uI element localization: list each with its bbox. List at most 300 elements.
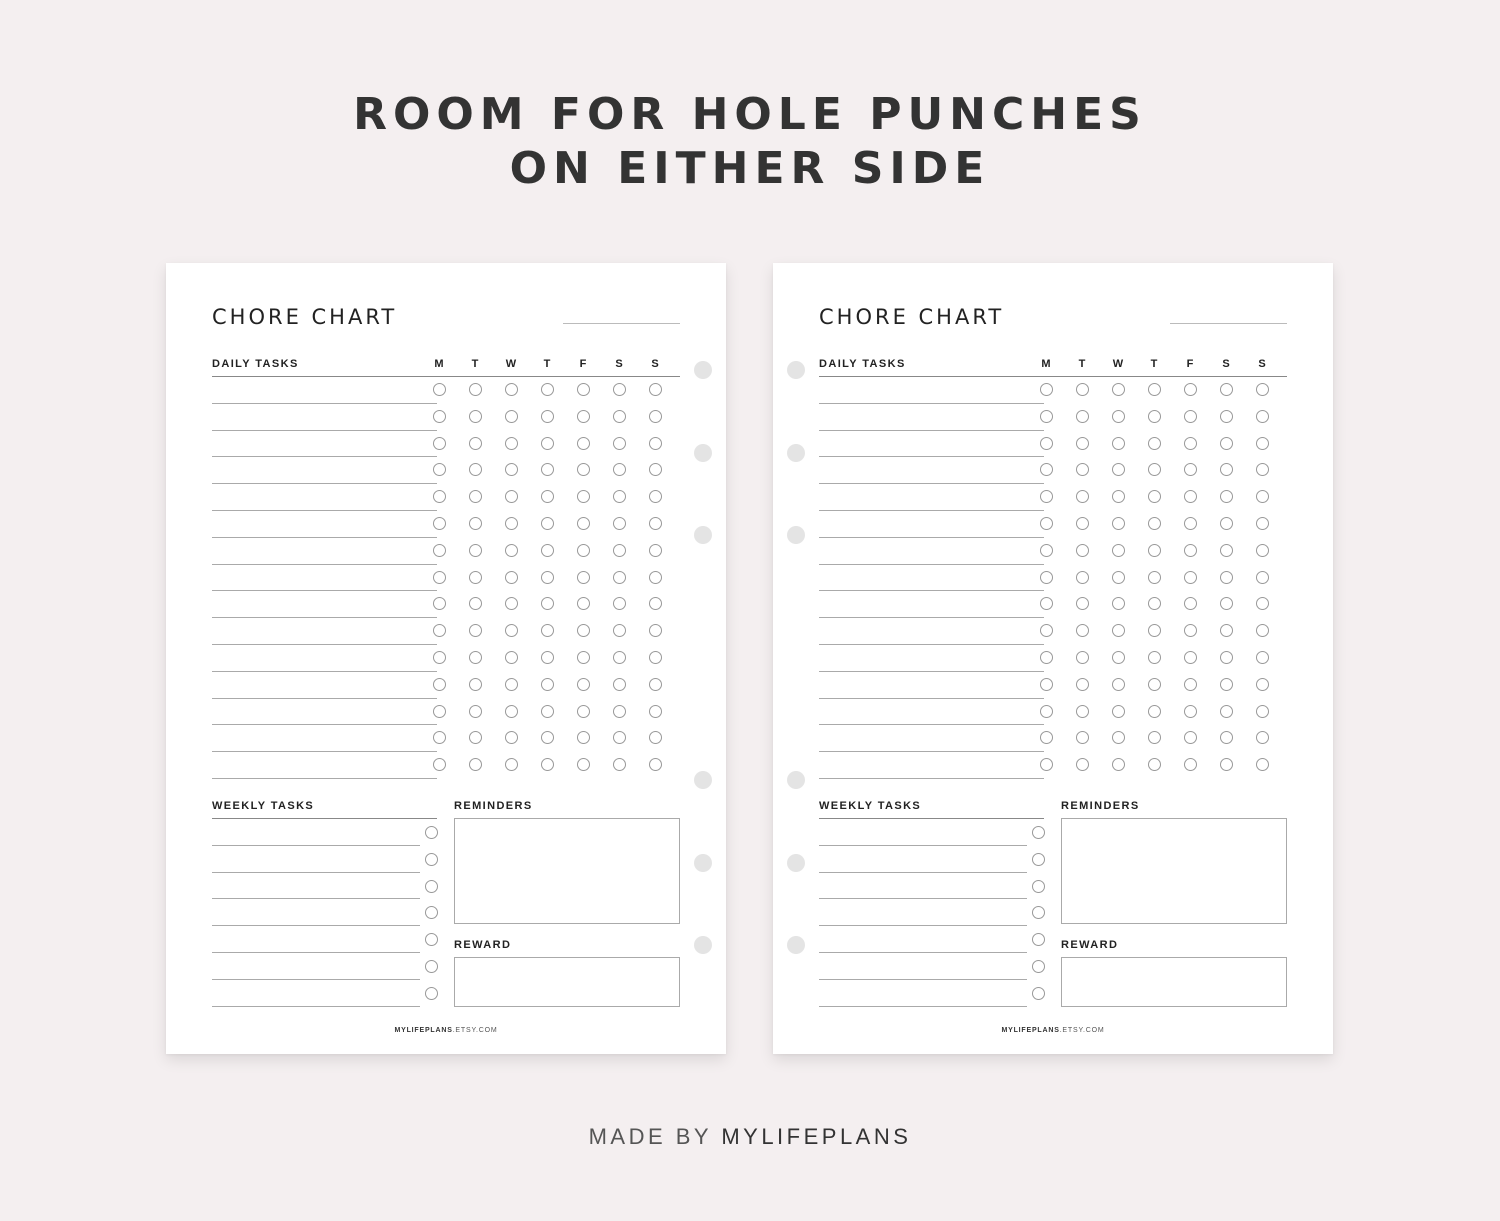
- daily-checkbox[interactable]: [505, 705, 518, 718]
- hole-punch-icon: [787, 936, 805, 954]
- daily-checkbox[interactable]: [541, 597, 554, 610]
- daily-checkbox[interactable]: [613, 410, 626, 423]
- daily-checkbox[interactable]: [469, 383, 482, 396]
- daily-checkbox[interactable]: [1112, 758, 1125, 771]
- daily-checkbox[interactable]: [1220, 758, 1233, 771]
- daily-task-line[interactable]: [212, 617, 437, 618]
- daily-checkbox[interactable]: [1076, 517, 1089, 530]
- daily-checkbox[interactable]: [1184, 731, 1197, 744]
- daily-checkbox[interactable]: [1148, 651, 1161, 664]
- weekly-checkbox[interactable]: [425, 933, 438, 946]
- daily-checkbox[interactable]: [505, 571, 518, 584]
- daily-checkbox[interactable]: [1040, 463, 1053, 476]
- daily-checkbox[interactable]: [1220, 624, 1233, 637]
- daily-checkbox[interactable]: [1112, 651, 1125, 664]
- daily-checkbox[interactable]: [1256, 410, 1269, 423]
- daily-checkbox[interactable]: [1040, 383, 1053, 396]
- weekly-checkbox[interactable]: [1032, 853, 1045, 866]
- daily-checkbox[interactable]: [577, 624, 590, 637]
- daily-checkbox[interactable]: [469, 490, 482, 503]
- daily-task-line[interactable]: [819, 698, 1044, 699]
- daily-checkbox[interactable]: [433, 731, 446, 744]
- headline-line-1: ROOM FOR HOLE PUNCHES: [353, 89, 1147, 140]
- weekly-checkbox[interactable]: [1032, 960, 1045, 973]
- daily-task-line[interactable]: [819, 564, 1044, 565]
- daily-checkbox[interactable]: [1076, 651, 1089, 664]
- weekly-task-line[interactable]: [819, 979, 1027, 980]
- daily-checkbox[interactable]: [577, 758, 590, 771]
- daily-checkbox[interactable]: [649, 758, 662, 771]
- hole-punch-icon: [694, 854, 712, 872]
- daily-checkbox[interactable]: [1148, 571, 1161, 584]
- footer-prefix: MADE BY: [588, 1124, 722, 1149]
- daily-checkbox[interactable]: [469, 597, 482, 610]
- daily-task-line[interactable]: [212, 430, 437, 431]
- daily-task-line[interactable]: [819, 537, 1044, 538]
- daily-task-line[interactable]: [819, 456, 1044, 457]
- daily-checkbox[interactable]: [1256, 437, 1269, 450]
- daily-task-line[interactable]: [212, 456, 437, 457]
- page-url: [773, 1027, 1333, 1034]
- daily-checkbox[interactable]: [1184, 410, 1197, 423]
- daily-checkbox[interactable]: [1220, 544, 1233, 557]
- daily-task-line[interactable]: [212, 698, 437, 699]
- weekly-task-line[interactable]: [212, 952, 420, 953]
- daily-checkbox[interactable]: [433, 383, 446, 396]
- daily-checkbox[interactable]: [1220, 437, 1233, 450]
- daily-checkbox[interactable]: [613, 705, 626, 718]
- weekly-checkbox[interactable]: [1032, 906, 1045, 919]
- daily-checkbox[interactable]: [541, 490, 554, 503]
- daily-checkbox[interactable]: [649, 571, 662, 584]
- daily-checkbox[interactable]: [649, 490, 662, 503]
- daily-checkbox[interactable]: [1040, 597, 1053, 610]
- weekly-checkbox[interactable]: [425, 906, 438, 919]
- daily-checkbox[interactable]: [469, 651, 482, 664]
- url-domain: .ETSY.COM: [452, 1027, 498, 1034]
- daily-checkbox[interactable]: [1076, 705, 1089, 718]
- daily-checkbox[interactable]: [1076, 383, 1089, 396]
- daily-checkbox[interactable]: [1040, 410, 1053, 423]
- reminders-box[interactable]: [454, 818, 680, 924]
- daily-checkbox[interactable]: [469, 437, 482, 450]
- daily-task-line[interactable]: [819, 403, 1044, 404]
- daily-checkbox[interactable]: [505, 383, 518, 396]
- daily-checkbox[interactable]: [505, 410, 518, 423]
- daily-checkbox[interactable]: [1220, 651, 1233, 664]
- daily-checkbox[interactable]: [469, 678, 482, 691]
- daily-checkbox[interactable]: [613, 571, 626, 584]
- daily-checkbox[interactable]: [1112, 678, 1125, 691]
- daily-checkbox[interactable]: [1184, 544, 1197, 557]
- daily-checkbox[interactable]: [649, 463, 662, 476]
- weekly-task-line[interactable]: [212, 925, 420, 926]
- daily-checkbox[interactable]: [1256, 544, 1269, 557]
- name-line[interactable]: [1170, 323, 1287, 324]
- daily-checkbox[interactable]: [1076, 571, 1089, 584]
- daily-checkbox[interactable]: [649, 437, 662, 450]
- daily-checkbox[interactable]: [433, 490, 446, 503]
- weekly-task-line[interactable]: [819, 872, 1027, 873]
- daily-checkbox[interactable]: [1148, 758, 1161, 771]
- daily-checkbox[interactable]: [469, 624, 482, 637]
- reward-box[interactable]: [454, 957, 680, 1007]
- daily-task-line[interactable]: [819, 751, 1044, 752]
- day-header: F: [579, 358, 587, 370]
- daily-checkbox[interactable]: [649, 678, 662, 691]
- weekly-checkbox[interactable]: [425, 987, 438, 1000]
- daily-checkbox[interactable]: [1256, 651, 1269, 664]
- daily-checkbox[interactable]: [541, 544, 554, 557]
- day-header: W: [1112, 358, 1124, 370]
- daily-checkbox[interactable]: [1256, 517, 1269, 530]
- daily-checkbox[interactable]: [649, 544, 662, 557]
- daily-checkbox[interactable]: [1148, 410, 1161, 423]
- daily-checkbox[interactable]: [1076, 490, 1089, 503]
- daily-checkbox[interactable]: [505, 758, 518, 771]
- daily-checkbox[interactable]: [433, 571, 446, 584]
- daily-checkbox[interactable]: [1148, 463, 1161, 476]
- daily-checkbox[interactable]: [433, 624, 446, 637]
- daily-checkbox[interactable]: [577, 490, 590, 503]
- daily-checkbox[interactable]: [1112, 624, 1125, 637]
- day-header: T: [1150, 358, 1158, 370]
- daily-checkbox[interactable]: [1148, 678, 1161, 691]
- daily-checkbox[interactable]: [433, 517, 446, 530]
- day-header: M: [434, 358, 444, 370]
- daily-checkbox[interactable]: [1112, 463, 1125, 476]
- daily-checkbox[interactable]: [541, 705, 554, 718]
- daily-checkbox[interactable]: [1112, 571, 1125, 584]
- daily-task-line[interactable]: [212, 671, 437, 672]
- daily-checkbox[interactable]: [577, 678, 590, 691]
- daily-checkbox[interactable]: [649, 731, 662, 744]
- weekly-checkbox[interactable]: [1032, 826, 1045, 839]
- daily-checkbox[interactable]: [469, 517, 482, 530]
- day-header: S: [615, 358, 623, 370]
- weekly-task-line[interactable]: [819, 898, 1027, 899]
- daily-checkbox[interactable]: [577, 517, 590, 530]
- daily-checkbox[interactable]: [1220, 517, 1233, 530]
- daily-task-line[interactable]: [212, 751, 437, 752]
- daily-checkbox[interactable]: [1184, 597, 1197, 610]
- daily-checkbox[interactable]: [577, 463, 590, 476]
- daily-checkbox[interactable]: [1040, 731, 1053, 744]
- weekly-task-line[interactable]: [212, 898, 420, 899]
- daily-task-line[interactable]: [212, 778, 437, 779]
- daily-task-line[interactable]: [212, 510, 437, 511]
- daily-checkbox[interactable]: [1148, 490, 1161, 503]
- daily-checkbox[interactable]: [649, 410, 662, 423]
- daily-checkbox[interactable]: [1076, 597, 1089, 610]
- daily-checkbox[interactable]: [1184, 463, 1197, 476]
- daily-checkbox[interactable]: [1148, 517, 1161, 530]
- daily-checkbox[interactable]: [613, 678, 626, 691]
- daily-checkbox[interactable]: [1112, 544, 1125, 557]
- daily-task-line[interactable]: [819, 778, 1044, 779]
- daily-checkbox[interactable]: [1256, 731, 1269, 744]
- daily-checkbox[interactable]: [505, 463, 518, 476]
- footer-credit: [0, 1124, 1500, 1150]
- weekly-task-line[interactable]: [212, 872, 420, 873]
- daily-checkbox[interactable]: [1220, 731, 1233, 744]
- daily-checkbox[interactable]: [1076, 463, 1089, 476]
- daily-checkbox[interactable]: [1148, 437, 1161, 450]
- weekly-checkbox[interactable]: [425, 826, 438, 839]
- name-line[interactable]: [563, 323, 680, 324]
- daily-checkbox[interactable]: [613, 731, 626, 744]
- daily-checkbox[interactable]: [1184, 490, 1197, 503]
- daily-checkbox[interactable]: [1112, 731, 1125, 744]
- daily-task-line[interactable]: [819, 430, 1044, 431]
- daily-checkbox[interactable]: [469, 705, 482, 718]
- daily-checkbox[interactable]: [1220, 410, 1233, 423]
- daily-checkbox[interactable]: [1148, 383, 1161, 396]
- daily-checkbox[interactable]: [1148, 597, 1161, 610]
- daily-checkbox[interactable]: [1220, 463, 1233, 476]
- daily-checkbox[interactable]: [577, 383, 590, 396]
- daily-checkbox[interactable]: [1256, 463, 1269, 476]
- daily-task-line[interactable]: [212, 483, 437, 484]
- daily-checkbox[interactable]: [649, 517, 662, 530]
- daily-checkbox[interactable]: [613, 624, 626, 637]
- daily-checkbox[interactable]: [433, 597, 446, 610]
- daily-checkbox[interactable]: [577, 597, 590, 610]
- daily-checkbox[interactable]: [541, 383, 554, 396]
- daily-checkbox[interactable]: [1076, 624, 1089, 637]
- daily-checkbox[interactable]: [613, 544, 626, 557]
- daily-checkbox[interactable]: [613, 437, 626, 450]
- daily-task-line[interactable]: [212, 403, 437, 404]
- daily-checkbox[interactable]: [649, 705, 662, 718]
- daily-checkbox[interactable]: [1184, 651, 1197, 664]
- daily-checkbox[interactable]: [1148, 705, 1161, 718]
- reminders-box[interactable]: [1061, 818, 1287, 924]
- daily-task-line[interactable]: [212, 590, 437, 591]
- daily-checkbox[interactable]: [505, 651, 518, 664]
- daily-checkbox[interactable]: [1184, 571, 1197, 584]
- daily-checkbox[interactable]: [433, 758, 446, 771]
- page-right-punched: [166, 263, 726, 1054]
- weekly-task-line[interactable]: [819, 925, 1027, 926]
- daily-checkbox[interactable]: [505, 624, 518, 637]
- daily-checkbox[interactable]: [505, 437, 518, 450]
- daily-checkbox[interactable]: [1040, 571, 1053, 584]
- page-left-punched: [773, 263, 1333, 1054]
- daily-checkbox[interactable]: [505, 517, 518, 530]
- page-title: CHORE CHART: [212, 305, 398, 329]
- daily-checkbox[interactable]: [1148, 731, 1161, 744]
- daily-checkbox[interactable]: [541, 651, 554, 664]
- daily-checkbox[interactable]: [577, 651, 590, 664]
- weekly-task-line[interactable]: [212, 979, 420, 980]
- weekly-checkbox[interactable]: [425, 880, 438, 893]
- daily-checkbox[interactable]: [1256, 490, 1269, 503]
- daily-checkbox[interactable]: [469, 463, 482, 476]
- daily-checkbox[interactable]: [469, 758, 482, 771]
- daily-checkbox[interactable]: [1112, 410, 1125, 423]
- daily-checkbox[interactable]: [1148, 624, 1161, 637]
- daily-checkbox[interactable]: [1220, 383, 1233, 396]
- daily-checkbox[interactable]: [577, 705, 590, 718]
- daily-checkbox[interactable]: [1076, 544, 1089, 557]
- daily-checkbox[interactable]: [469, 571, 482, 584]
- hole-punch-icon: [787, 526, 805, 544]
- daily-checkbox[interactable]: [1076, 731, 1089, 744]
- weekly-checkbox[interactable]: [1032, 933, 1045, 946]
- reward-label: REWARD: [1061, 939, 1119, 951]
- daily-checkbox[interactable]: [433, 678, 446, 691]
- daily-checkbox[interactable]: [433, 463, 446, 476]
- weekly-task-line[interactable]: [819, 1006, 1027, 1007]
- daily-checkbox[interactable]: [1220, 490, 1233, 503]
- daily-checkbox[interactable]: [1112, 383, 1125, 396]
- daily-checkbox[interactable]: [1256, 597, 1269, 610]
- daily-checkbox[interactable]: [1184, 437, 1197, 450]
- daily-checkbox[interactable]: [469, 544, 482, 557]
- daily-task-line[interactable]: [819, 617, 1044, 618]
- weekly-checkbox[interactable]: [425, 960, 438, 973]
- daily-checkbox[interactable]: [433, 651, 446, 664]
- hole-punch-icon: [694, 444, 712, 462]
- hole-punch-icon: [694, 361, 712, 379]
- daily-checkbox[interactable]: [1112, 597, 1125, 610]
- daily-checkbox[interactable]: [1256, 624, 1269, 637]
- daily-task-line[interactable]: [212, 644, 437, 645]
- daily-checkbox[interactable]: [1112, 437, 1125, 450]
- daily-checkbox[interactable]: [541, 758, 554, 771]
- daily-checkbox[interactable]: [577, 437, 590, 450]
- daily-checkbox[interactable]: [1220, 571, 1233, 584]
- daily-checkbox[interactable]: [577, 410, 590, 423]
- daily-checkbox[interactable]: [541, 678, 554, 691]
- day-header: F: [1186, 358, 1194, 370]
- daily-checkbox[interactable]: [649, 597, 662, 610]
- daily-checkbox[interactable]: [1220, 705, 1233, 718]
- daily-checkbox[interactable]: [1184, 624, 1197, 637]
- daily-checkbox[interactable]: [649, 624, 662, 637]
- daily-checkbox[interactable]: [1112, 517, 1125, 530]
- daily-checkbox[interactable]: [541, 463, 554, 476]
- daily-checkbox[interactable]: [1040, 758, 1053, 771]
- daily-checkbox[interactable]: [541, 410, 554, 423]
- daily-checkbox[interactable]: [505, 597, 518, 610]
- daily-checkbox[interactable]: [1040, 651, 1053, 664]
- weekly-header-rule: [212, 818, 437, 819]
- reward-box[interactable]: [1061, 957, 1287, 1007]
- daily-checkbox[interactable]: [469, 731, 482, 744]
- daily-checkbox[interactable]: [1040, 705, 1053, 718]
- daily-checkbox[interactable]: [649, 383, 662, 396]
- daily-task-line[interactable]: [819, 644, 1044, 645]
- daily-task-line[interactable]: [212, 537, 437, 538]
- daily-checkbox[interactable]: [1256, 758, 1269, 771]
- daily-checkbox[interactable]: [1040, 678, 1053, 691]
- daily-task-line[interactable]: [212, 724, 437, 725]
- daily-checkbox[interactable]: [1184, 517, 1197, 530]
- daily-checkbox[interactable]: [1256, 571, 1269, 584]
- daily-checkbox[interactable]: [541, 517, 554, 530]
- daily-checkbox[interactable]: [1256, 383, 1269, 396]
- daily-checkbox[interactable]: [541, 624, 554, 637]
- daily-checkbox[interactable]: [541, 437, 554, 450]
- daily-checkbox[interactable]: [577, 544, 590, 557]
- weekly-checkbox[interactable]: [1032, 880, 1045, 893]
- daily-checkbox[interactable]: [613, 651, 626, 664]
- daily-task-line[interactable]: [819, 510, 1044, 511]
- day-header: S: [1258, 358, 1266, 370]
- daily-checkbox[interactable]: [1076, 437, 1089, 450]
- daily-checkbox[interactable]: [433, 705, 446, 718]
- weekly-checkbox[interactable]: [425, 853, 438, 866]
- weekly-task-line[interactable]: [212, 845, 420, 846]
- daily-checkbox[interactable]: [433, 410, 446, 423]
- hole-punch-icon: [787, 444, 805, 462]
- day-header: T: [471, 358, 479, 370]
- daily-checkbox[interactable]: [505, 678, 518, 691]
- daily-checkbox[interactable]: [1040, 544, 1053, 557]
- daily-checkbox[interactable]: [1040, 490, 1053, 503]
- day-header: T: [1078, 358, 1086, 370]
- daily-checkbox[interactable]: [577, 571, 590, 584]
- daily-checkbox[interactable]: [1076, 758, 1089, 771]
- daily-checkbox[interactable]: [613, 383, 626, 396]
- daily-checkbox[interactable]: [1184, 383, 1197, 396]
- daily-checkbox[interactable]: [1076, 410, 1089, 423]
- daily-checkbox[interactable]: [1184, 758, 1197, 771]
- daily-checkbox[interactable]: [613, 517, 626, 530]
- daily-checkbox[interactable]: [577, 731, 590, 744]
- daily-task-line[interactable]: [819, 590, 1044, 591]
- weekly-checkbox[interactable]: [1032, 987, 1045, 1000]
- weekly-task-line[interactable]: [819, 952, 1027, 953]
- daily-checkbox[interactable]: [505, 731, 518, 744]
- daily-checkbox[interactable]: [1040, 517, 1053, 530]
- daily-checkbox[interactable]: [1184, 705, 1197, 718]
- daily-checkbox[interactable]: [1256, 678, 1269, 691]
- daily-task-line[interactable]: [819, 483, 1044, 484]
- daily-checkbox[interactable]: [541, 731, 554, 744]
- daily-checkbox[interactable]: [469, 410, 482, 423]
- daily-checkbox[interactable]: [613, 758, 626, 771]
- daily-checkbox[interactable]: [505, 490, 518, 503]
- daily-checkbox[interactable]: [541, 571, 554, 584]
- daily-checkbox[interactable]: [433, 544, 446, 557]
- daily-checkbox[interactable]: [505, 544, 518, 557]
- url-brand: MYLIFEPLANS: [394, 1027, 453, 1034]
- daily-checkbox[interactable]: [1220, 597, 1233, 610]
- daily-checkbox[interactable]: [1184, 678, 1197, 691]
- daily-checkbox[interactable]: [1220, 678, 1233, 691]
- daily-checkbox[interactable]: [1040, 624, 1053, 637]
- daily-checkbox[interactable]: [1148, 544, 1161, 557]
- daily-checkbox[interactable]: [1256, 705, 1269, 718]
- weekly-task-line[interactable]: [819, 845, 1027, 846]
- daily-checkbox[interactable]: [1076, 678, 1089, 691]
- daily-checkbox[interactable]: [1112, 490, 1125, 503]
- daily-checkbox[interactable]: [1040, 437, 1053, 450]
- daily-checkbox[interactable]: [613, 490, 626, 503]
- daily-task-line[interactable]: [212, 564, 437, 565]
- daily-checkbox[interactable]: [613, 597, 626, 610]
- daily-task-line[interactable]: [819, 724, 1044, 725]
- daily-checkbox[interactable]: [433, 437, 446, 450]
- daily-checkbox[interactable]: [649, 651, 662, 664]
- daily-checkbox[interactable]: [613, 463, 626, 476]
- daily-task-line[interactable]: [819, 671, 1044, 672]
- daily-checkbox[interactable]: [1112, 705, 1125, 718]
- weekly-task-line[interactable]: [212, 1006, 420, 1007]
